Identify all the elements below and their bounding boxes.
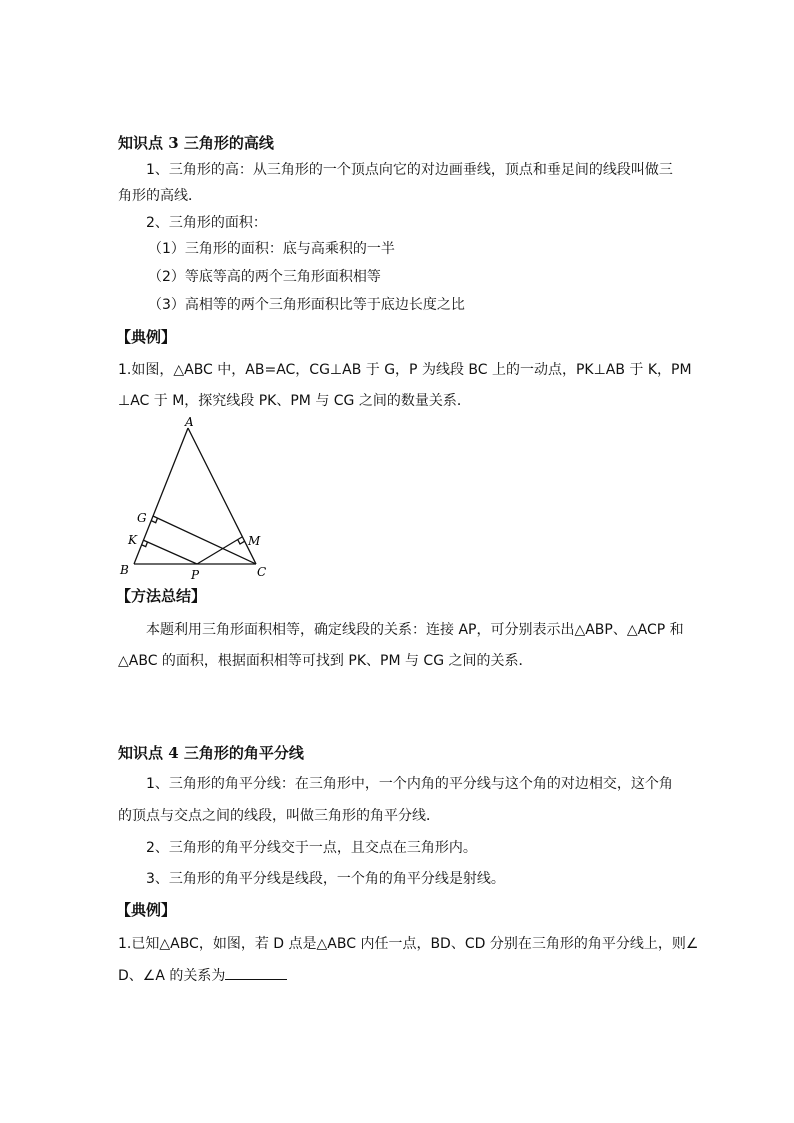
section3-item2: （2）等底等高的两个三角形面积相等: [148, 269, 381, 285]
method-summary-line1: 本题利用三角形面积相等，确定线段的关系：连接 AP，可分别表示出△ABP、△ACP 和: [146, 622, 684, 638]
right-angle-mark-m: [238, 540, 245, 544]
triangle-figure: [112, 412, 282, 584]
section4-p1-line1: 1、三角形的角平分线：在三角形中，一个内角的平分线与这个角的对边相交，这个角: [146, 776, 673, 792]
label-c: C: [257, 565, 267, 579]
section4-example-line2: [118, 965, 287, 986]
segment-cg: [153, 516, 256, 564]
section3-example-line1: 1.如图，△ABC 中，AB=AC，CG⊥AB 于 G，P 为线段 BC 上的一动点，PK⊥AB 于 K，PM: [118, 362, 692, 378]
segment-pm: [197, 537, 242, 564]
label-m: M: [248, 534, 261, 548]
section3-p2: 2、三角形的面积：: [146, 215, 267, 231]
section3-title: 知识点 3 三角形的高线: [118, 134, 274, 152]
side-ac: [188, 428, 256, 564]
side-ab: [134, 428, 188, 564]
section4-p2: 2、三角形的角平分线交于一点，且交点在三角形内。: [146, 840, 477, 856]
label-b: B: [120, 563, 129, 577]
section3-example-heading: 【典例】: [116, 328, 177, 346]
section3-p1-line1: 1、三角形的高：从三角形的一个顶点向它的对边画垂线，顶点和垂足间的线段叫做三: [146, 162, 673, 178]
section4-example-line1: 1.已知△ABC，如图，若 D 点是△ABC 内任一点，BD、CD 分别在三角形的角平分线上，则∠: [118, 936, 699, 952]
section4-p1-line2: 的顶点与交点之间的线段，叫做三角形的角平分线．: [118, 808, 440, 824]
section4-example-line2-text: D、∠A 的关系为: [118, 968, 226, 984]
section3-item1: （1）三角形的面积：底与高乘积的一半: [148, 241, 395, 257]
label-k: K: [128, 533, 137, 547]
method-summary-heading: 【方法总结】: [116, 587, 207, 605]
label-p: P: [191, 568, 200, 582]
section3-p1-line2: 角形的高线．: [118, 188, 202, 204]
label-a: A: [185, 415, 194, 429]
section4-example-heading: 【典例】: [116, 901, 177, 919]
segment-pk: [143, 540, 197, 564]
method-summary-line2: △ABC 的面积，根据面积相等可找到 PK、PM 与 CG 之间的关系．: [118, 653, 533, 669]
section3-item3: （3）高相等的两个三角形面积比等于底边长度之比: [148, 297, 465, 313]
label-g: G: [137, 511, 147, 525]
answer-blank[interactable]: [225, 965, 287, 980]
section4-title: 知识点 4 三角形的角平分线: [118, 744, 304, 762]
section3-example-line2: ⊥AC 于 M，探究线段 PK、PM 与 CG 之间的数量关系．: [118, 393, 471, 409]
section4-p3: 3、三角形的角平分线是线段，一个角的角平分线是射线。: [146, 871, 505, 887]
